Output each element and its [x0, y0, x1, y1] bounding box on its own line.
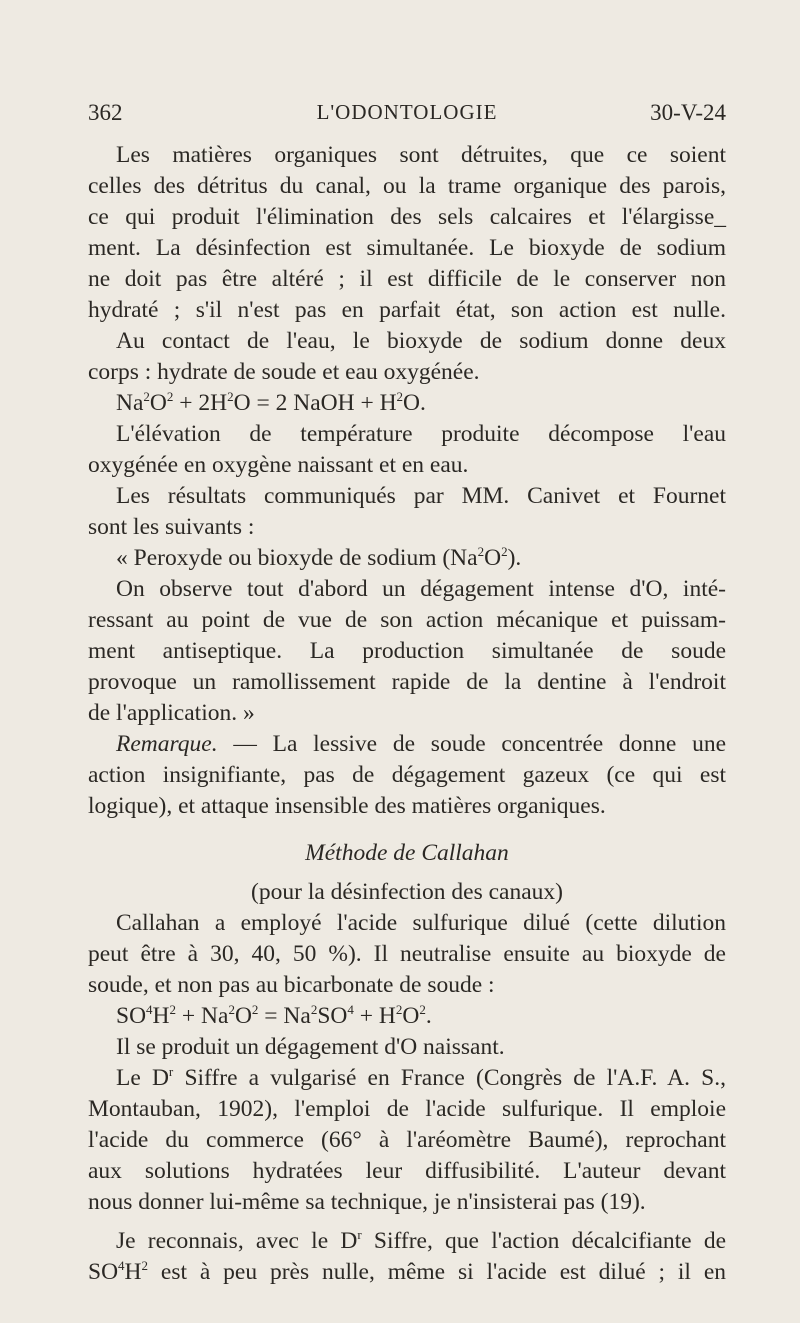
text-line: l'acide du commerce (66° à l'aréomètre Baumé), reprochant	[88, 1127, 726, 1153]
page-number: 362	[88, 100, 123, 125]
text-line: hydraté ; s'il n'est pas en parfait état, son action est nulle.	[88, 297, 726, 323]
text-line: aux solutions hydratées leur diffusibilité. L'auteur devant	[88, 1158, 726, 1184]
text-line: On observe tout d'abord un dégagement intense d'O, inté-	[116, 576, 726, 602]
text-line: nous donner lui-même sa technique, je n'insisterai pas (19).	[88, 1189, 646, 1215]
text-line: Les résultats communiqués par MM. Canivet et Fournet	[116, 483, 726, 509]
running-header	[88, 100, 726, 134]
text-line: Il se produit un dégagement d'O naissant.	[116, 1034, 505, 1060]
text-line: ce qui produit l'élimination des sels calcaires et l'élargisse_	[88, 204, 726, 230]
chemical-equation: $SO^4H^2 + Na^2O^2 = Na^2SO^4 + H^2O^2$.	[116, 1002, 432, 1029]
text-line: L'élévation de température produite décompose l'eau	[116, 421, 726, 447]
text-line: Au contact de l'eau, le bioxyde de sodium donne deux	[116, 328, 726, 354]
text-line: soude, et non pas au bicarbonate de soude :	[88, 972, 495, 998]
text-line: ment. La désinfection est simultanée. Le bioxyde de sodium	[88, 235, 726, 261]
remark-label: Remarque.	[116, 731, 218, 757]
text-line: de l'application. »	[88, 700, 255, 726]
section-title: Méthode de Callahan	[305, 840, 509, 866]
chemical-equation: $Na^2O^2 + 2H^2O = 2$ NaOH + $H^2O$.	[116, 389, 426, 416]
section-subtitle: (pour la désinfection des canaux)	[251, 879, 563, 905]
text-line: Les matières organiques sont détruites, que ce soient	[116, 142, 726, 168]
text-line: ressant au point de vue de son action mécanique et puissam-	[88, 607, 726, 633]
text-line: sont les suivants :	[88, 514, 255, 540]
text-line: Callahan a employé l'acide sulfurique dilué (cette dilution	[116, 910, 726, 936]
remark-line: Remarque. — La lessive de soude concentrée donne une	[116, 731, 727, 757]
text-line: Le $D^r$ Siffre a vulgarisé en France (Congrès de l'A.F. A. S.,	[116, 1064, 726, 1091]
text-line: ne doit pas être altéré ; il est difficile de le conserver non	[88, 266, 726, 292]
text-line: action insignifiante, pas de dégagement gazeux (ce qui est	[88, 762, 726, 788]
page-body	[88, 140, 726, 1288]
issue-date: 30-V-24	[650, 100, 726, 125]
quote-line: « Peroxyde ou bioxyde de sodium $(Na^2O^2)$.	[116, 544, 522, 571]
text-line: celles des détritus du canal, ou la trame organique des parois,	[88, 173, 726, 199]
text-line: Montauban, 1902), l'emploi de l'acide sulfurique. Il emploie	[88, 1096, 726, 1122]
text-line: oxygénée en oxygène naissant et en eau.	[88, 452, 469, 478]
text-line: ment antiseptique. La production simultanée de soude	[88, 638, 726, 664]
text-line: corps : hydrate de soude et eau oxygénée.	[88, 359, 480, 385]
text-line: peut être à 30, 40, 50 %). Il neutralise ensuite au bioxyde de	[88, 941, 726, 967]
text-line: logique), et attaque insensible des matières organiques.	[88, 793, 606, 819]
journal-title: L'ODONTOLOGIE	[316, 100, 498, 124]
text-line: provoque un ramollissement rapide de la dentine à l'endroit	[88, 669, 726, 695]
text-line: $SO^4H^2$ est à peu près nulle, même si l'acide est dilué ; il en	[88, 1258, 727, 1285]
text-line: Je reconnais, avec le $D^r$ Siffre, que l'action décalcifiante de	[116, 1227, 727, 1254]
